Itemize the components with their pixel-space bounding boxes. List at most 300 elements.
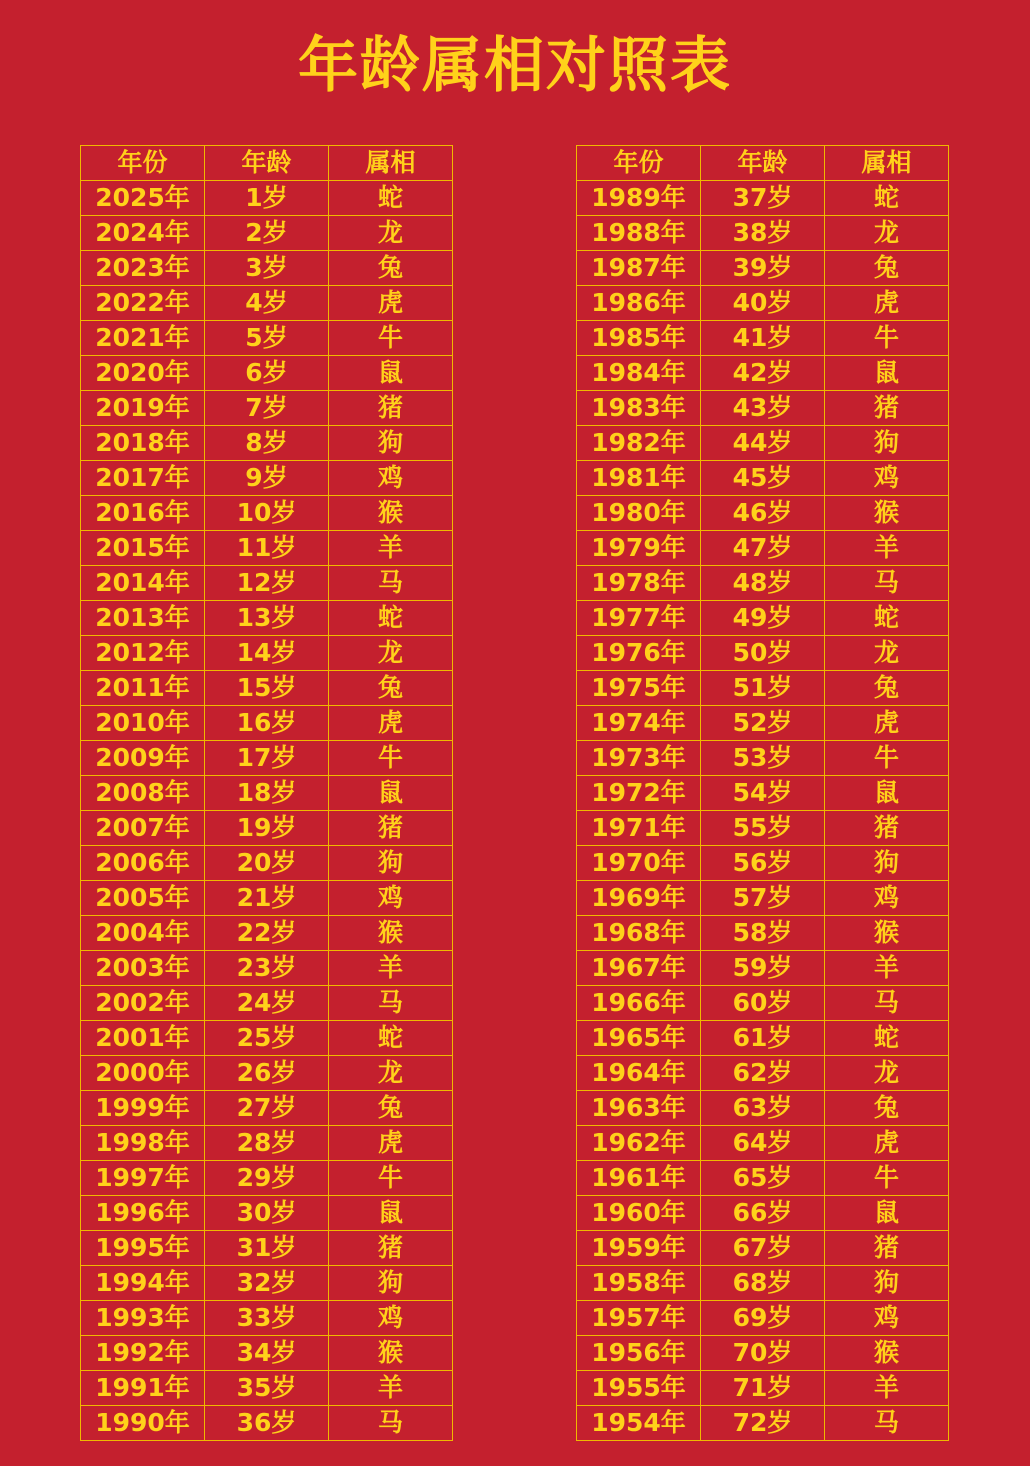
year-cell: 2013年 — [81, 601, 205, 636]
age-cell: 1岁 — [205, 181, 329, 216]
table-row — [81, 181, 453, 216]
right-zodiac-table — [576, 145, 949, 1441]
zodiac-cell: 蛇 — [825, 181, 949, 216]
year-cell: 1962年 — [577, 1126, 701, 1161]
year-cell: 1975年 — [577, 671, 701, 706]
table-row — [81, 706, 453, 741]
age-cell: 66岁 — [701, 1196, 825, 1231]
table-row — [577, 1126, 949, 1161]
year-cell: 2006年 — [81, 846, 205, 881]
age-cell: 13岁 — [205, 601, 329, 636]
zodiac-cell: 牛 — [825, 1161, 949, 1196]
zodiac-cell: 鸡 — [825, 881, 949, 916]
age-cell: 42岁 — [701, 356, 825, 391]
age-cell: 53岁 — [701, 741, 825, 776]
year-cell: 1967年 — [577, 951, 701, 986]
table-row — [81, 1231, 453, 1266]
year-cell: 1985年 — [577, 321, 701, 356]
age-cell: 71岁 — [701, 1371, 825, 1406]
zodiac-cell: 兔 — [825, 1091, 949, 1126]
age-cell: 34岁 — [205, 1336, 329, 1371]
table-row — [81, 1371, 453, 1406]
age-cell: 7岁 — [205, 391, 329, 426]
zodiac-cell: 虎 — [329, 1126, 453, 1161]
table-row — [577, 216, 949, 251]
zodiac-cell: 兔 — [329, 251, 453, 286]
year-cell: 2011年 — [81, 671, 205, 706]
year-cell: 1987年 — [577, 251, 701, 286]
year-cell: 1959年 — [577, 1231, 701, 1266]
age-cell: 32岁 — [205, 1266, 329, 1301]
zodiac-cell: 猴 — [825, 916, 949, 951]
age-cell: 12岁 — [205, 566, 329, 601]
year-cell: 1978年 — [577, 566, 701, 601]
age-cell: 72岁 — [701, 1406, 825, 1441]
zodiac-cell: 兔 — [329, 1091, 453, 1126]
table-row — [577, 1161, 949, 1196]
zodiac-cell: 猪 — [825, 811, 949, 846]
zodiac-cell: 兔 — [825, 671, 949, 706]
zodiac-cell: 狗 — [329, 846, 453, 881]
table-row — [81, 671, 453, 706]
table-row — [81, 986, 453, 1021]
age-cell: 40岁 — [701, 286, 825, 321]
age-cell: 16岁 — [205, 706, 329, 741]
year-cell: 1974年 — [577, 706, 701, 741]
table-row — [81, 286, 453, 321]
age-cell: 10岁 — [205, 496, 329, 531]
table-row — [81, 741, 453, 776]
table-row — [81, 1406, 453, 1441]
header-row — [81, 146, 453, 181]
age-cell: 62岁 — [701, 1056, 825, 1091]
age-cell: 5岁 — [205, 321, 329, 356]
age-cell: 43岁 — [701, 391, 825, 426]
year-cell: 1957年 — [577, 1301, 701, 1336]
table-row — [81, 216, 453, 251]
zodiac-cell: 鼠 — [329, 356, 453, 391]
table-row — [577, 636, 949, 671]
age-cell: 65岁 — [701, 1161, 825, 1196]
zodiac-cell: 马 — [329, 1406, 453, 1441]
year-cell: 2000年 — [81, 1056, 205, 1091]
year-cell: 2001年 — [81, 1021, 205, 1056]
table-row — [81, 1056, 453, 1091]
zodiac-cell: 牛 — [329, 1161, 453, 1196]
zodiac-cell: 鸡 — [329, 461, 453, 496]
year-cell: 2010年 — [81, 706, 205, 741]
table-row — [577, 1266, 949, 1301]
zodiac-cell: 牛 — [825, 741, 949, 776]
age-cell: 45岁 — [701, 461, 825, 496]
zodiac-cell: 虎 — [329, 286, 453, 321]
table-row — [81, 531, 453, 566]
table-row — [577, 706, 949, 741]
left-zodiac-table — [80, 145, 453, 1441]
zodiac-cell: 蛇 — [329, 601, 453, 636]
table-row — [577, 1056, 949, 1091]
table-row — [81, 1196, 453, 1231]
age-cell: 44岁 — [701, 426, 825, 461]
table-row — [81, 251, 453, 286]
table-row — [577, 251, 949, 286]
table-row — [81, 356, 453, 391]
year-cell: 2023年 — [81, 251, 205, 286]
year-cell: 2008年 — [81, 776, 205, 811]
table-row — [81, 776, 453, 811]
table-row — [577, 741, 949, 776]
age-cell: 39岁 — [701, 251, 825, 286]
age-cell: 69岁 — [701, 1301, 825, 1336]
age-cell: 2岁 — [205, 216, 329, 251]
zodiac-cell: 狗 — [329, 426, 453, 461]
header-year: 年份 — [81, 146, 205, 181]
year-cell: 1972年 — [577, 776, 701, 811]
zodiac-cell: 鼠 — [825, 1196, 949, 1231]
zodiac-cell: 鸡 — [825, 461, 949, 496]
year-cell: 1994年 — [81, 1266, 205, 1301]
year-cell: 1981年 — [577, 461, 701, 496]
age-cell: 11岁 — [205, 531, 329, 566]
zodiac-cell: 蛇 — [329, 181, 453, 216]
year-cell: 1980年 — [577, 496, 701, 531]
age-cell: 48岁 — [701, 566, 825, 601]
year-cell: 1956年 — [577, 1336, 701, 1371]
age-cell: 58岁 — [701, 916, 825, 951]
year-cell: 2007年 — [81, 811, 205, 846]
year-cell: 2002年 — [81, 986, 205, 1021]
year-cell: 2005年 — [81, 881, 205, 916]
left-table-body — [81, 181, 453, 1441]
year-cell: 2012年 — [81, 636, 205, 671]
table-row — [577, 181, 949, 216]
zodiac-cell: 猪 — [825, 1231, 949, 1266]
zodiac-cell: 牛 — [329, 321, 453, 356]
age-cell: 33岁 — [205, 1301, 329, 1336]
year-cell: 1966年 — [577, 986, 701, 1021]
age-cell: 46岁 — [701, 496, 825, 531]
year-cell: 1964年 — [577, 1056, 701, 1091]
table-row — [81, 951, 453, 986]
table-row — [81, 881, 453, 916]
table-row — [577, 1406, 949, 1441]
year-cell: 1984年 — [577, 356, 701, 391]
year-cell: 1960年 — [577, 1196, 701, 1231]
age-cell: 23岁 — [205, 951, 329, 986]
age-cell: 49岁 — [701, 601, 825, 636]
table-row — [577, 811, 949, 846]
zodiac-cell: 虎 — [825, 286, 949, 321]
table-row — [81, 846, 453, 881]
zodiac-cell: 猪 — [329, 391, 453, 426]
age-cell: 26岁 — [205, 1056, 329, 1091]
table-row — [81, 1336, 453, 1371]
table-row — [577, 566, 949, 601]
page-title: 年龄属相对照表 — [298, 31, 732, 101]
year-cell: 2022年 — [81, 286, 205, 321]
table-row — [81, 636, 453, 671]
zodiac-cell: 猪 — [329, 811, 453, 846]
age-cell: 68岁 — [701, 1266, 825, 1301]
zodiac-cell: 猴 — [329, 916, 453, 951]
zodiac-cell: 马 — [825, 1406, 949, 1441]
table-row — [81, 321, 453, 356]
table-row — [577, 1336, 949, 1371]
year-cell: 2024年 — [81, 216, 205, 251]
year-cell: 1998年 — [81, 1126, 205, 1161]
year-cell: 1990年 — [81, 1406, 205, 1441]
age-cell: 28岁 — [205, 1126, 329, 1161]
zodiac-cell: 狗 — [329, 1266, 453, 1301]
year-cell: 2017年 — [81, 461, 205, 496]
year-cell: 1997年 — [81, 1161, 205, 1196]
age-cell: 35岁 — [205, 1371, 329, 1406]
year-cell: 2019年 — [81, 391, 205, 426]
year-cell: 2015年 — [81, 531, 205, 566]
zodiac-cell: 猪 — [825, 391, 949, 426]
zodiac-cell: 猴 — [329, 1336, 453, 1371]
table-row — [577, 601, 949, 636]
table-row — [577, 391, 949, 426]
age-cell: 25岁 — [205, 1021, 329, 1056]
zodiac-cell: 鸡 — [329, 1301, 453, 1336]
table-row — [577, 356, 949, 391]
year-cell: 1971年 — [577, 811, 701, 846]
age-cell: 29岁 — [205, 1161, 329, 1196]
table-row — [81, 601, 453, 636]
zodiac-cell: 龙 — [329, 1056, 453, 1091]
zodiac-cell: 虎 — [825, 1126, 949, 1161]
table-row — [81, 1161, 453, 1196]
age-cell: 50岁 — [701, 636, 825, 671]
zodiac-cell: 兔 — [825, 251, 949, 286]
header-age: 年龄 — [205, 146, 329, 181]
year-cell: 2014年 — [81, 566, 205, 601]
year-cell: 1963年 — [577, 1091, 701, 1126]
age-cell: 24岁 — [205, 986, 329, 1021]
age-cell: 4岁 — [205, 286, 329, 321]
right-table-body — [577, 181, 949, 1441]
zodiac-cell: 龙 — [825, 216, 949, 251]
zodiac-cell: 鼠 — [329, 776, 453, 811]
year-cell: 1979年 — [577, 531, 701, 566]
zodiac-cell: 狗 — [825, 846, 949, 881]
zodiac-cell: 兔 — [329, 671, 453, 706]
zodiac-cell: 鸡 — [329, 881, 453, 916]
table-row — [577, 986, 949, 1021]
year-cell: 1969年 — [577, 881, 701, 916]
age-cell: 22岁 — [205, 916, 329, 951]
year-cell: 1988年 — [577, 216, 701, 251]
year-cell: 2021年 — [81, 321, 205, 356]
age-cell: 70岁 — [701, 1336, 825, 1371]
age-cell: 60岁 — [701, 986, 825, 1021]
header-zodiac: 属相 — [329, 146, 453, 181]
table-row — [81, 1266, 453, 1301]
age-cell: 17岁 — [205, 741, 329, 776]
table-row — [577, 846, 949, 881]
year-cell: 2018年 — [81, 426, 205, 461]
table-row — [81, 1021, 453, 1056]
year-cell: 1968年 — [577, 916, 701, 951]
table-row — [577, 671, 949, 706]
age-cell: 54岁 — [701, 776, 825, 811]
year-cell: 1983年 — [577, 391, 701, 426]
year-cell: 1993年 — [81, 1301, 205, 1336]
zodiac-cell: 狗 — [825, 1266, 949, 1301]
zodiac-cell: 羊 — [825, 951, 949, 986]
table-row — [577, 286, 949, 321]
table-row — [577, 916, 949, 951]
zodiac-cell: 蛇 — [329, 1021, 453, 1056]
age-cell: 27岁 — [205, 1091, 329, 1126]
year-cell: 2016年 — [81, 496, 205, 531]
table-row — [577, 951, 949, 986]
zodiac-cell: 猴 — [329, 496, 453, 531]
zodiac-cell: 龙 — [329, 636, 453, 671]
zodiac-cell: 马 — [329, 566, 453, 601]
year-cell: 1989年 — [577, 181, 701, 216]
age-cell: 14岁 — [205, 636, 329, 671]
table-row — [81, 811, 453, 846]
age-cell: 8岁 — [205, 426, 329, 461]
table-row — [577, 881, 949, 916]
table-row — [81, 916, 453, 951]
age-cell: 56岁 — [701, 846, 825, 881]
age-cell: 47岁 — [701, 531, 825, 566]
year-cell: 2004年 — [81, 916, 205, 951]
header-zodiac: 属相 — [825, 146, 949, 181]
table-row — [81, 1091, 453, 1126]
zodiac-cell: 猪 — [329, 1231, 453, 1266]
zodiac-cell: 马 — [329, 986, 453, 1021]
zodiac-cell: 虎 — [329, 706, 453, 741]
table-row — [577, 1091, 949, 1126]
year-cell: 1995年 — [81, 1231, 205, 1266]
year-cell: 2025年 — [81, 181, 205, 216]
table-row — [577, 321, 949, 356]
year-cell: 1996年 — [81, 1196, 205, 1231]
year-cell: 1992年 — [81, 1336, 205, 1371]
age-cell: 19岁 — [205, 811, 329, 846]
age-cell: 57岁 — [701, 881, 825, 916]
table-row — [81, 461, 453, 496]
age-cell: 52岁 — [701, 706, 825, 741]
year-cell: 1977年 — [577, 601, 701, 636]
year-cell: 1958年 — [577, 1266, 701, 1301]
age-cell: 15岁 — [205, 671, 329, 706]
table-row — [81, 1301, 453, 1336]
table-row — [577, 426, 949, 461]
age-cell: 18岁 — [205, 776, 329, 811]
table-row — [577, 461, 949, 496]
zodiac-cell: 牛 — [329, 741, 453, 776]
zodiac-cell: 马 — [825, 986, 949, 1021]
table-row — [81, 566, 453, 601]
age-cell: 37岁 — [701, 181, 825, 216]
year-cell: 1986年 — [577, 286, 701, 321]
header-row — [577, 146, 949, 181]
table-row — [577, 1231, 949, 1266]
zodiac-cell: 鼠 — [825, 776, 949, 811]
zodiac-cell: 狗 — [825, 426, 949, 461]
table-row — [577, 1371, 949, 1406]
zodiac-cell: 龙 — [825, 636, 949, 671]
table-row — [577, 496, 949, 531]
zodiac-cell: 羊 — [329, 951, 453, 986]
age-cell: 3岁 — [205, 251, 329, 286]
table-row — [577, 531, 949, 566]
year-cell: 1961年 — [577, 1161, 701, 1196]
age-cell: 36岁 — [205, 1406, 329, 1441]
age-cell: 67岁 — [701, 1231, 825, 1266]
zodiac-cell: 蛇 — [825, 601, 949, 636]
zodiac-cell: 蛇 — [825, 1021, 949, 1056]
header-age: 年龄 — [701, 146, 825, 181]
table-row — [577, 1021, 949, 1056]
zodiac-cell: 猴 — [825, 1336, 949, 1371]
age-cell: 55岁 — [701, 811, 825, 846]
table-row — [81, 496, 453, 531]
zodiac-cell: 猴 — [825, 496, 949, 531]
year-cell: 1973年 — [577, 741, 701, 776]
age-cell: 9岁 — [205, 461, 329, 496]
table-row — [81, 426, 453, 461]
age-cell: 6岁 — [205, 356, 329, 391]
year-cell: 2009年 — [81, 741, 205, 776]
year-cell: 1999年 — [81, 1091, 205, 1126]
table-row — [577, 1196, 949, 1231]
age-cell: 30岁 — [205, 1196, 329, 1231]
year-cell: 1982年 — [577, 426, 701, 461]
zodiac-cell: 鼠 — [825, 356, 949, 391]
year-cell: 2003年 — [81, 951, 205, 986]
year-cell: 1955年 — [577, 1371, 701, 1406]
age-cell: 41岁 — [701, 321, 825, 356]
zodiac-cell: 龙 — [329, 216, 453, 251]
zodiac-cell: 马 — [825, 566, 949, 601]
zodiac-cell: 鼠 — [329, 1196, 453, 1231]
age-cell: 38岁 — [701, 216, 825, 251]
zodiac-cell: 虎 — [825, 706, 949, 741]
zodiac-cell: 龙 — [825, 1056, 949, 1091]
zodiac-cell: 羊 — [825, 1371, 949, 1406]
table-row — [81, 391, 453, 426]
zodiac-cell: 牛 — [825, 321, 949, 356]
age-cell: 61岁 — [701, 1021, 825, 1056]
age-cell: 64岁 — [701, 1126, 825, 1161]
year-cell: 1970年 — [577, 846, 701, 881]
year-cell: 1976年 — [577, 636, 701, 671]
age-cell: 51岁 — [701, 671, 825, 706]
table-row — [81, 1126, 453, 1161]
zodiac-cell: 羊 — [329, 531, 453, 566]
age-cell: 31岁 — [205, 1231, 329, 1266]
zodiac-cell: 羊 — [825, 531, 949, 566]
table-row — [577, 776, 949, 811]
zodiac-cell: 羊 — [329, 1371, 453, 1406]
age-cell: 59岁 — [701, 951, 825, 986]
year-cell: 1991年 — [81, 1371, 205, 1406]
year-cell: 2020年 — [81, 356, 205, 391]
age-cell: 20岁 — [205, 846, 329, 881]
year-cell: 1954年 — [577, 1406, 701, 1441]
zodiac-cell: 鸡 — [825, 1301, 949, 1336]
age-cell: 21岁 — [205, 881, 329, 916]
year-cell: 1965年 — [577, 1021, 701, 1056]
header-year: 年份 — [577, 146, 701, 181]
table-row — [577, 1301, 949, 1336]
